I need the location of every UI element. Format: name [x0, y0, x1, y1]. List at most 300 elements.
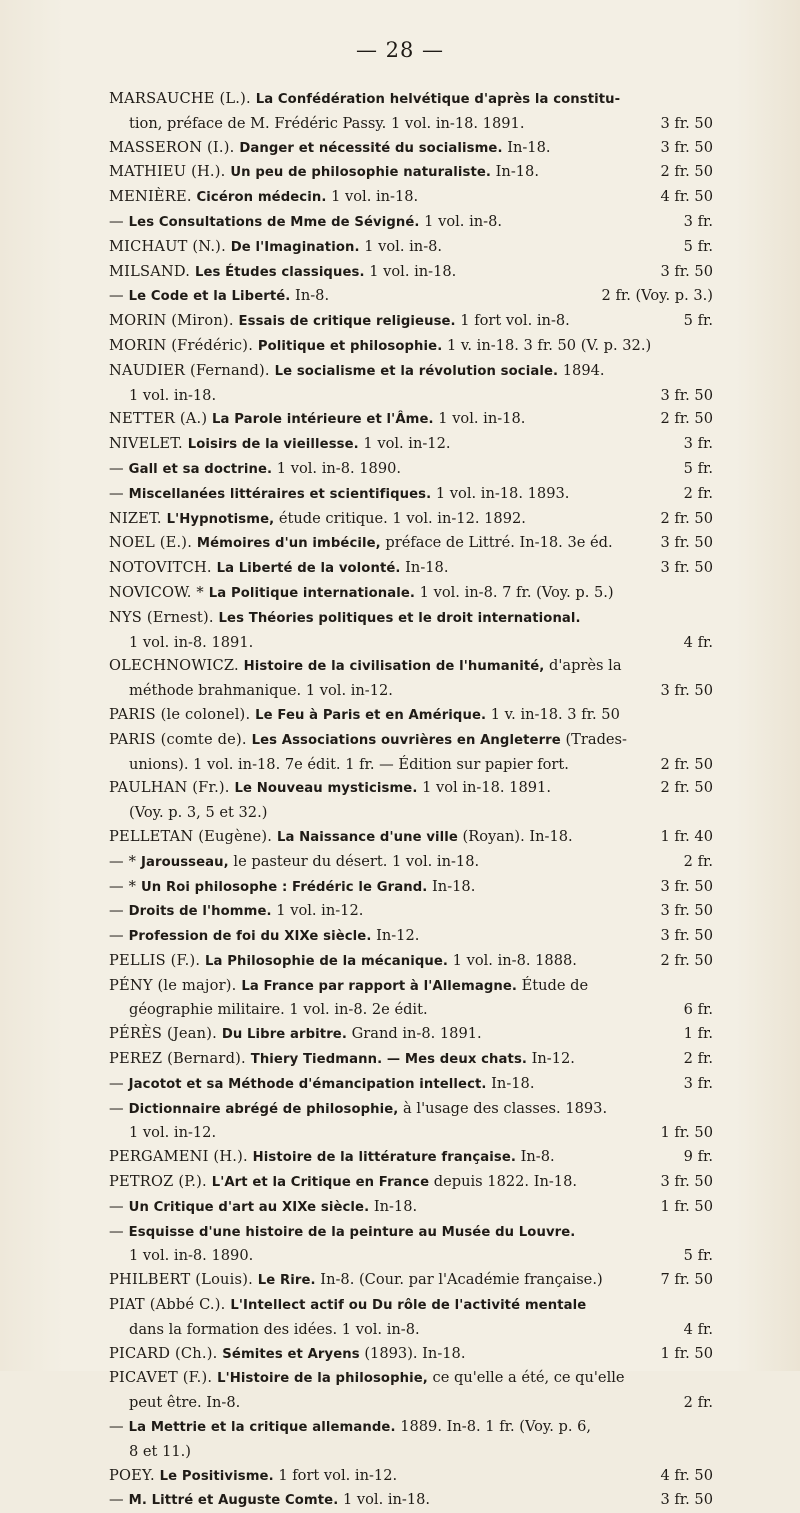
entry-text [109, 457, 674, 482]
entry-title: Dictionnaire abrégé de philosophie, [128, 1101, 399, 1117]
catalog-entry [109, 407, 713, 432]
entry-title: M. Littré et Auguste Comte. [128, 1493, 339, 1509]
catalog-entry [109, 1097, 713, 1146]
entry-price: 3 fr. [683, 212, 713, 230]
catalog-entry [109, 210, 713, 235]
entry-title: La Politique internationale. [208, 585, 416, 601]
entry-line [109, 457, 713, 482]
entry-details: 1894. [558, 361, 605, 379]
entry-continuation-text: unions). 1 vol. in-18. 7e édit. 1 fr. — Édition sur papier fort. [129, 755, 569, 773]
catalog-entry [109, 457, 713, 482]
entry-price: 2 fr. 50 [660, 951, 713, 969]
entry-line [109, 1488, 713, 1513]
entry-text [109, 1415, 713, 1440]
entry-details: In-18. [369, 1197, 418, 1215]
entry-title: L'Intellect actif ou Du rôle de l'activité mentale [230, 1298, 587, 1314]
entry-continuation [109, 112, 713, 136]
catalog-entry [109, 1220, 713, 1269]
entry-author: PHILBERT (Louis). [109, 1271, 258, 1289]
entry-price: 2 fr. [683, 852, 713, 870]
entry-details: étude critique. 1 vol. in-12. 1892. [274, 509, 526, 527]
entry-continuation [109, 998, 713, 1022]
entry-author: OLECHNOWICZ. [109, 657, 244, 675]
entry-author: PERGAMENI (H.). [109, 1148, 253, 1166]
entry-line [109, 974, 713, 999]
entry-line [109, 284, 713, 309]
entry-text [109, 556, 650, 581]
entry-author: — [109, 484, 129, 502]
entry-price: 3 fr. 50 [660, 534, 713, 552]
entry-price: 2 fr. 50 [660, 410, 713, 428]
entry-author: PÉNY (le major). [109, 976, 242, 994]
entry-title: Un Critique d'art au XIXe siècle. [128, 1199, 370, 1215]
entry-title: Esquisse d'une histoire de la peinture au Musée du Louvre. [128, 1224, 576, 1240]
entry-title: Les Consultations de Mme de Sévigné. [128, 214, 420, 230]
entry-line [109, 136, 713, 161]
entry-line [109, 507, 713, 532]
entry-title: Thiery Tiedmann. — Mes deux chats. [250, 1052, 527, 1068]
entry-line [109, 825, 713, 850]
entry-line [109, 482, 713, 507]
entry-author: POEY. [109, 1466, 160, 1484]
entry-text [109, 1097, 713, 1122]
catalog-entry [109, 1488, 713, 1513]
entry-line [109, 531, 713, 556]
entry-price: 3 fr. 50 [660, 138, 713, 156]
entry-line [109, 776, 713, 801]
entry-price: 2 fr. 50 [660, 509, 713, 527]
entry-line [109, 1268, 713, 1293]
entry-line [109, 1047, 713, 1072]
entry-title: Profession de foi du XIXe siècle. [128, 929, 372, 945]
entry-price: 3 fr. 50 [660, 1491, 713, 1509]
entry-line [109, 1022, 713, 1047]
entry-line [109, 1072, 713, 1097]
entry-details: 1 v. in-18. 3 fr. 50 (V. p. 32.) [442, 336, 652, 354]
catalog-entry [109, 185, 713, 210]
entry-title: La France par rapport à l'Allemagne. [241, 978, 517, 994]
entry-price: 4 fr. 50 [660, 1466, 713, 1484]
entry-price: 3 fr. 50 [660, 902, 713, 920]
entry-text [109, 825, 650, 850]
entry-details: ce qu'elle a été, ce qu'elle [427, 1369, 625, 1387]
entry-title: Le Code et la Liberté. [128, 289, 291, 305]
entry-title: Loisirs de la vieillesse. [187, 437, 359, 453]
entry-line [109, 210, 713, 235]
entry-text [109, 1488, 650, 1513]
entry-details: préface de Littré. In-18. 3e éd. [380, 534, 613, 552]
entry-text [109, 924, 650, 949]
entry-price: 2 fr. 50 [660, 163, 713, 181]
entry-text [109, 235, 674, 260]
entry-price: 1 fr. 40 [660, 827, 713, 845]
entry-author: NOTOVITCH. [109, 559, 217, 577]
catalog-entry [109, 1366, 713, 1415]
entry-author: — [109, 1099, 129, 1117]
entry-title: Le Nouveau mysticisme. [234, 781, 418, 797]
entry-details: 1 vol. in-18. [433, 410, 526, 428]
entry-details: 1889. In-8. 1 fr. (Voy. p. 6, [395, 1418, 592, 1436]
entry-price: 3 fr. 50 [660, 386, 713, 404]
entry-line [109, 1293, 713, 1318]
entry-author: NETTER (A.) [109, 410, 213, 428]
entry-price: 2 fr. [683, 1394, 713, 1412]
catalog-entry [109, 949, 713, 974]
catalog-entry [109, 1170, 713, 1195]
entry-title: Histoire de la civilisation de l'humanité, [243, 659, 545, 675]
entry-title: La Naissance d'une ville [276, 829, 458, 845]
entry-title: Les Associations ouvrières en Angleterre [251, 732, 561, 748]
entry-line [109, 1464, 713, 1489]
entry-author: MASSERON (I.). [109, 138, 240, 156]
entry-line [109, 924, 713, 949]
entry-author: — [109, 927, 129, 945]
entry-continuation-text: dans la formation des idées. 1 vol. in-8. [129, 1320, 420, 1338]
entry-price: 5 fr. [683, 459, 713, 477]
entry-price: 2 fr. (Voy. p. 3.) [601, 287, 713, 305]
entry-title: Un Roi philosophe : Frédéric le Grand. [140, 879, 428, 895]
catalog-list [109, 87, 713, 1513]
entry-author: — [109, 1491, 129, 1509]
entry-continuation-text: 8 et 11.) [129, 1442, 191, 1460]
entry-line [109, 556, 713, 581]
entry-author: PICARD (Ch.). [109, 1344, 223, 1362]
entry-text [109, 531, 650, 556]
entry-title: L'Art et la Critique en France [211, 1175, 430, 1191]
entry-text [109, 210, 674, 235]
entry-title: Le Positivisme. [159, 1468, 274, 1484]
entry-author: NIVELET. [109, 435, 188, 453]
entry-author: PARIS (comte de). [109, 730, 252, 748]
catalog-entry [109, 531, 713, 556]
entry-text [109, 1072, 674, 1097]
catalog-entry [109, 1268, 713, 1293]
entry-details: 1 vol. in-18. 1893. [431, 484, 570, 502]
entry-author: — [109, 902, 129, 920]
entry-author: MARSAUCHE (L.). [109, 90, 256, 107]
entry-line [109, 359, 713, 384]
entry-price: 5 fr. [683, 1247, 713, 1265]
entry-author: PELLIS (F.). [109, 951, 206, 969]
entry-author: MORIN (Miron). [109, 312, 239, 330]
entry-price: 2 fr. 50 [660, 779, 713, 797]
entry-author: NYS (Ernest). [109, 608, 219, 626]
catalog-entry [109, 160, 713, 185]
entry-line [109, 407, 713, 432]
entry-price: 4 fr. [683, 633, 713, 651]
entry-details: 1 vol. in-12. [358, 435, 451, 453]
entry-details: 1 vol. in-8. 1890. [272, 459, 402, 477]
entry-title: Du Libre arbitre. [221, 1027, 347, 1043]
catalog-entry [109, 556, 713, 581]
entry-price: 3 fr. [683, 1074, 713, 1092]
entry-line [109, 432, 713, 457]
entry-text [109, 606, 713, 631]
entry-title: Le Feu à Paris et en Amérique. [255, 707, 487, 723]
entry-line [109, 185, 713, 210]
entry-continuation-text: peut être. In-8. [129, 1394, 241, 1412]
entry-text [109, 776, 650, 801]
entry-price: 9 fr. [683, 1148, 713, 1166]
entry-details: (Royan). In-18. [457, 827, 573, 845]
entry-text [109, 949, 650, 974]
entry-author: PAULHAN (Fr.). [109, 779, 235, 797]
entry-line [109, 606, 713, 631]
entry-author: — * [109, 852, 141, 870]
catalog-entry [109, 899, 713, 924]
entry-continuation-text: géographie militaire. 1 vol. in-8. 2e édit. [129, 1001, 428, 1019]
entry-title: Droits de l'homme. [128, 904, 272, 920]
entry-details: 1 vol. in-8. [359, 237, 443, 255]
catalog-entry [109, 309, 713, 334]
entry-details: 1 vol. in-8. 7 fr. (Voy. p. 5.) [415, 583, 614, 601]
entry-continuation-text: 1 vol. in-8. 1890. [129, 1247, 254, 1265]
entry-text [109, 309, 674, 334]
catalog-entry [109, 432, 713, 457]
entry-title: Mémoires d'un imbécile, [196, 536, 381, 552]
entry-details: In-12. [527, 1050, 575, 1068]
entry-continuation [109, 679, 713, 703]
entry-title: La Confédération helvétique d'après la constitu- [255, 92, 621, 107]
entry-author: MENIÈRE. [109, 188, 197, 206]
catalog-entry [109, 1022, 713, 1047]
entry-author: — [109, 1074, 129, 1092]
entry-continuation [109, 631, 713, 655]
entry-details: 1 vol. in-18. [326, 188, 419, 206]
entry-text [109, 482, 674, 507]
entry-title: L'Histoire de la philosophie, [217, 1371, 428, 1387]
page-number: — 28 — [355, 38, 445, 62]
entry-continuation-text: méthode brahmanique. 1 vol. in-12. [129, 682, 393, 700]
entry-details: le pasteur du désert. 1 vol. in-18. [228, 852, 480, 870]
entry-text [109, 1047, 674, 1072]
entry-title: La Liberté de la volonté. [216, 561, 401, 577]
entry-text [109, 1145, 674, 1170]
entry-details: 1 vol. in-8. 1888. [448, 951, 577, 969]
entry-text [109, 507, 650, 532]
entry-title: Miscellanées littéraires et scientifiques. [128, 486, 432, 502]
entry-details: 1 vol. in-18. [364, 262, 457, 280]
entry-continuation [109, 1244, 713, 1268]
entry-title: L'Hypnotisme, [166, 511, 275, 527]
entry-details: Étude de [517, 976, 589, 994]
entry-author: PETROZ (P.). [109, 1173, 212, 1191]
entry-title: Politique et philosophie. [257, 338, 443, 354]
entry-line [109, 654, 713, 679]
entry-author: PICAVET (F.). [109, 1369, 218, 1387]
entry-author: PELLETAN (Eugène). [109, 827, 277, 845]
catalog-entry [109, 1072, 713, 1097]
entry-continuation-text: tion, préface de M. Frédéric Passy. 1 vol. in-18. 1891. [129, 114, 525, 132]
catalog-entry [109, 776, 713, 825]
entry-details: à l'usage des classes. 1893. [398, 1099, 608, 1117]
entry-price: 3 fr. 50 [660, 877, 713, 895]
entry-continuation-text: 1 vol. in-8. 1891. [129, 633, 254, 651]
entry-line [109, 581, 713, 606]
entry-title: Histoire de la littérature française. [252, 1150, 516, 1166]
catalog-entry [109, 260, 713, 285]
catalog-entry [109, 136, 713, 161]
catalog-entry [109, 1145, 713, 1170]
entry-details: In-8. (Cour. par l'Académie française.) [315, 1271, 603, 1289]
entry-text [109, 260, 650, 285]
entry-title: De l'Imagination. [230, 239, 360, 255]
catalog-entry [109, 654, 713, 703]
entry-details: In-8. [290, 287, 330, 305]
entry-author: NAUDIER (Fernand). [109, 361, 275, 379]
catalog-entry [109, 703, 713, 728]
entry-details: (1893). In-18. [359, 1344, 466, 1362]
entry-line [109, 334, 713, 359]
catalog-entry [109, 334, 713, 359]
entry-continuation-text: 1 vol. in-12. [129, 1124, 217, 1142]
entry-title: Le socialisme et la révolution sociale. [274, 363, 559, 379]
entry-title: Les Études classiques. [194, 264, 365, 280]
entry-line [109, 1220, 713, 1245]
entry-title: Gall et sa doctrine. [128, 461, 273, 477]
entry-continuation [109, 1318, 713, 1342]
entry-price: 1 fr. 50 [660, 1197, 713, 1215]
catalog-entry [109, 87, 713, 136]
entry-text [109, 432, 674, 457]
entry-line [109, 899, 713, 924]
entry-line [109, 1097, 713, 1122]
entry-author: — [109, 212, 129, 230]
entry-text [109, 185, 650, 210]
entry-price: 2 fr. 50 [660, 755, 713, 773]
entry-text [109, 1220, 713, 1245]
entry-author: PIAT (Abbé C.). [109, 1296, 231, 1314]
entry-text [109, 1195, 650, 1220]
entry-price: 3 fr. 50 [660, 262, 713, 280]
entry-author: MICHAUT (N.). [109, 237, 231, 255]
entry-details: 1 vol. in-8. [419, 212, 502, 230]
catalog-entry [109, 875, 713, 900]
entry-text [109, 728, 713, 753]
entry-price: 3 fr. [683, 435, 713, 453]
entry-author: — [109, 1197, 129, 1215]
entry-price: 1 fr. 50 [660, 1344, 713, 1362]
entry-author: NOEL (E.). [109, 534, 197, 552]
entry-title: La Mettrie et la critique allemande. [128, 1420, 396, 1436]
entry-title: La Parole intérieure et l'Âme. [212, 412, 434, 428]
entry-title: Jacotot et sa Méthode d'émancipation intellect. [128, 1076, 487, 1092]
entry-author: PARIS (le colonel). [109, 705, 256, 723]
entry-text [109, 284, 592, 309]
entry-text [109, 875, 650, 900]
entry-price: 3 fr. 50 [660, 682, 713, 700]
entry-price: 3 fr. 50 [660, 559, 713, 577]
entry-price: 7 fr. 50 [660, 1271, 713, 1289]
entry-line [109, 1415, 713, 1440]
entry-text [109, 160, 650, 185]
entry-details: In-18. [502, 138, 551, 156]
entry-details: 1 fort vol. in-8. [455, 312, 570, 330]
entry-text [109, 1366, 713, 1391]
entry-price: 5 fr. [683, 237, 713, 255]
entry-details: In-8. [515, 1148, 555, 1166]
entry-continuation [109, 1121, 713, 1145]
entry-text [109, 1464, 650, 1489]
entry-text [109, 1293, 713, 1318]
entry-author: — [109, 1418, 129, 1436]
entry-details: 1 vol in-18. 1891. [417, 779, 551, 797]
entry-details: Grand in-8. 1891. [346, 1025, 482, 1043]
entry-text [109, 136, 650, 161]
entry-author: — [109, 287, 129, 305]
catalog-entry [109, 1342, 713, 1367]
entry-text [109, 899, 650, 924]
entry-price: 2 fr. [683, 1050, 713, 1068]
entry-author: PEREZ (Bernard). [109, 1050, 251, 1068]
entry-price: 1 fr. [683, 1025, 713, 1043]
entry-author: MILSAND. [109, 262, 195, 280]
entry-details: In-18. [491, 163, 539, 181]
entry-price: 1 fr. 50 [660, 1124, 713, 1142]
catalog-entry [109, 507, 713, 532]
catalog-entry [109, 850, 713, 875]
entry-price: 3 fr. 50 [660, 1173, 713, 1191]
entry-line [109, 1342, 713, 1367]
entry-text [109, 850, 674, 875]
entry-details: d'après la [544, 657, 622, 675]
entry-line [109, 1195, 713, 1220]
entry-line [109, 1145, 713, 1170]
entry-price: 4 fr. [683, 1320, 713, 1338]
entry-author: NOVICOW. * [109, 583, 209, 601]
entry-title: Les Théories politiques et le droit international. [218, 610, 581, 626]
entry-title: Un peu de philosophie naturaliste. [230, 165, 492, 181]
catalog-entry [109, 359, 713, 408]
entry-author: MORIN (Frédéric). [109, 336, 258, 354]
entry-line [109, 949, 713, 974]
catalog-entry [109, 581, 713, 606]
entry-text [109, 703, 713, 728]
entry-line [109, 850, 713, 875]
catalog-entry [109, 1464, 713, 1489]
catalog-entry [109, 825, 713, 850]
entry-continuation [109, 753, 713, 777]
entry-title: Essais de critique religieuse. [238, 314, 456, 330]
entry-text [109, 1022, 674, 1047]
entry-price: 3 fr. 50 [660, 927, 713, 945]
entry-author: — * [109, 877, 141, 895]
entry-line [109, 875, 713, 900]
entry-details: 1 vol. in-18. [338, 1491, 431, 1509]
entry-line [109, 309, 713, 334]
catalog-entry [109, 1415, 713, 1464]
entry-details: depuis 1822. In-18. [429, 1173, 578, 1191]
entry-price: 5 fr. [683, 312, 713, 330]
entry-author: PÉRÈS (Jean). [109, 1025, 222, 1043]
catalog-entry [109, 235, 713, 260]
entry-line [109, 160, 713, 185]
entry-text [109, 974, 713, 999]
entry-title: Le Rire. [257, 1273, 316, 1289]
entry-text [109, 87, 713, 112]
entry-author: NIZET. [109, 509, 167, 527]
entry-details: In-18. [400, 559, 449, 577]
entry-price: 6 fr. [683, 1001, 713, 1019]
entry-text [109, 1342, 650, 1367]
entry-details: In-18. [427, 877, 476, 895]
entry-title: Jarousseau, [140, 854, 229, 870]
entry-continuation [109, 384, 713, 408]
entry-price: 3 fr. 50 [660, 114, 713, 132]
entry-line [109, 1366, 713, 1391]
entry-title: Danger et nécessité du socialisme. [239, 140, 503, 156]
entry-continuation-text: (Voy. p. 3, 5 et 32.) [129, 804, 268, 822]
